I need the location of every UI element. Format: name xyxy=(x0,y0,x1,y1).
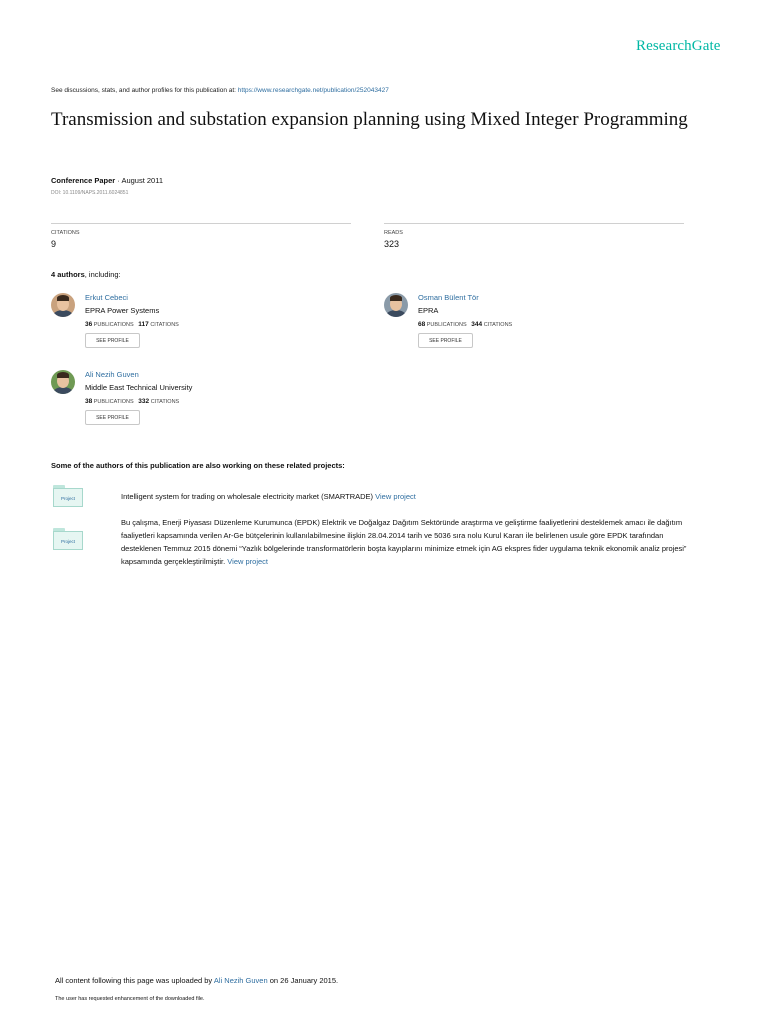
upload-suffix: on 26 January 2015. xyxy=(267,976,339,985)
author-stats xyxy=(85,398,179,405)
author-name-link[interactable]: Ali Nezih Guven xyxy=(85,370,139,379)
citations-divider xyxy=(51,223,351,224)
author-name-link[interactable]: Osman Bülent Tör xyxy=(418,293,479,302)
author-stats xyxy=(85,321,179,328)
authors-heading xyxy=(51,270,121,279)
paper-type-date xyxy=(51,176,163,185)
project-description xyxy=(121,490,701,503)
author-name-link[interactable]: Erkut Cebeci xyxy=(85,293,128,302)
author-institution: EPRA Power Systems xyxy=(85,306,160,315)
discussion-prefix: See discussions, stats, and author profiles for this publication at: xyxy=(51,87,238,94)
view-project-link[interactable]: View project xyxy=(375,492,416,501)
project-description xyxy=(121,516,701,568)
publications-count: 68 xyxy=(418,321,426,328)
project-text: Intelligent system for trading on wholesale electricity market (SMARTRADE) xyxy=(121,492,376,501)
publications-label: PUBLICATIONS xyxy=(426,322,467,328)
reads-value: 323 xyxy=(384,239,400,249)
author-citations-label: CITATIONS xyxy=(150,399,180,405)
author-institution: EPRA xyxy=(418,306,439,315)
reads-divider xyxy=(384,223,684,224)
publications-count: 36 xyxy=(85,321,93,328)
author-stats xyxy=(418,321,512,328)
paper-title: Transmission and substation expansion planning using Mixed Integer Programming xyxy=(51,109,688,130)
publications-label: PUBLICATIONS xyxy=(93,322,134,328)
author-citations-count: 117 xyxy=(138,321,149,328)
reads-label: READS xyxy=(384,230,403,236)
avatar[interactable] xyxy=(51,370,75,394)
avatar[interactable] xyxy=(384,293,408,317)
author-citations-label: CITATIONS xyxy=(483,322,513,328)
paper-type: Conference Paper xyxy=(51,176,116,185)
project-folder-icon[interactable] xyxy=(53,528,83,550)
author-citations-count: 332 xyxy=(138,398,150,405)
see-profile-button[interactable]: SEE PROFILE xyxy=(85,333,140,348)
related-projects-heading: Some of the authors of this publication are also working on these related projects: xyxy=(51,461,345,470)
authors-suffix: , including: xyxy=(84,270,121,279)
uploader-link[interactable]: Ali Nezih Guven xyxy=(213,976,268,985)
discussion-note xyxy=(51,87,389,94)
request-note: The user has requested enhancement of the downloaded file. xyxy=(55,996,205,1002)
upload-prefix: All content following this page was uploaded by xyxy=(55,976,214,985)
project-text: Bu çalışma, Enerji Piyasası Düzenleme Kurumunca (EPDK) Elektrik ve Doğalgaz Dağıtım Sektöründe araştırma ve geliştirme faaliyetlerini desteklemek amacı ile dağıtım faaliyetleri kapsamında verilen Ar-Ge bütçelerinin kullanılabilmesine ilişkin 28.04.2014 tarih ve 5036 sıra nolu Kurul Kararı ile belirlenen usule göre EPDK tarafından desteklenen Temmuz 2015 dönemi “Yazlık bölgelerinde transformatörlerin boşta kayıplarını minimize etmek için AG ekspres fider uygulama teknik ekonomik analiz projesi” kapsamında gerçekleştirilmiştir. xyxy=(121,518,687,566)
upload-note xyxy=(55,976,338,985)
paper-date: · August 2011 xyxy=(115,176,164,185)
publications-count: 38 xyxy=(85,398,93,405)
see-profile-button[interactable]: SEE PROFILE xyxy=(85,410,140,425)
project-icon-label: Project xyxy=(53,531,83,550)
citations-label: CITATIONS xyxy=(51,230,80,236)
avatar[interactable] xyxy=(51,293,75,317)
authors-count: 4 authors xyxy=(51,270,85,279)
author-institution: Middle East Technical University xyxy=(85,383,193,392)
publication-url-link[interactable]: https://www.researchgate.net/publication/252043427 xyxy=(237,87,389,94)
project-folder-icon[interactable] xyxy=(53,485,83,507)
researchgate-logo[interactable]: ResearchGate xyxy=(636,38,721,54)
project-icon-label: Project xyxy=(53,488,83,507)
publications-label: PUBLICATIONS xyxy=(93,399,134,405)
citations-value: 9 xyxy=(51,239,57,249)
see-profile-button[interactable]: SEE PROFILE xyxy=(418,333,473,348)
view-project-link[interactable]: View project xyxy=(227,557,269,566)
author-citations-count: 344 xyxy=(471,321,483,328)
paper-doi: DOI: 10.1109/NAPS.2011.6024851 xyxy=(51,190,129,196)
author-citations-label: CITATIONS xyxy=(150,322,179,328)
